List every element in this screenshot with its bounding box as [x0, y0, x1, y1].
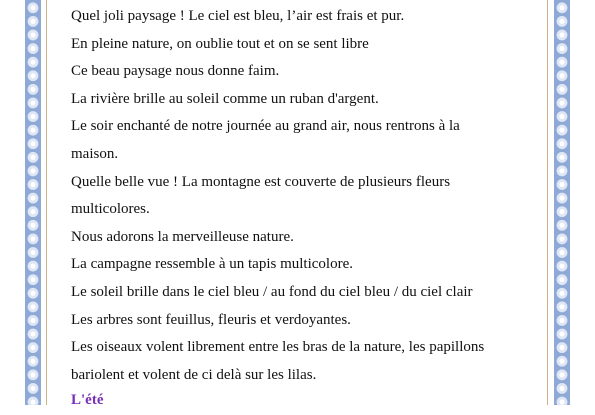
text-line: Les oiseaux volent librement entre les bras de la nature, les papillons: [71, 339, 485, 356]
text-line: Quelle belle vue ! La montagne est couverte de plusieurs fleurs: [71, 173, 451, 190]
text-line: Le soir enchanté de notre journée au grand air, nous rentrons à la: [71, 118, 460, 135]
text-content: [71, 3, 533, 415]
left-flower-border: [25, 0, 41, 405]
text-line: Quel joli paysage ! Le ciel est bleu, l’air est frais et pur.: [71, 8, 405, 24]
left-frame-line: [46, 0, 47, 405]
right-frame-line: [547, 0, 548, 405]
text-line: bariolent et volent de ci delà sur les lilas.: [71, 366, 317, 383]
text-line: Ce beau paysage nous donne faim.: [71, 63, 280, 80]
text-line: Les arbres sont feuillus, fleuris et verdoyantes.: [71, 311, 351, 328]
text-line: En pleine nature, on oublie tout et on se sent libre: [71, 35, 369, 52]
right-flower-border: [554, 0, 570, 405]
text-line: Nous adorons la merveilleuse nature.: [71, 228, 294, 245]
text-line: multicolores.: [71, 201, 150, 218]
text-line: Le soleil brille dans le ciel bleu / au fond du ciel bleu / du ciel clair: [71, 283, 473, 300]
section-heading: L'été: [71, 392, 104, 409]
text-line: La campagne ressemble à un tapis multicolore.: [71, 256, 353, 273]
text-line: La rivière brille au soleil comme un ruban d'argent.: [71, 90, 379, 107]
text-line: maison.: [71, 145, 119, 162]
